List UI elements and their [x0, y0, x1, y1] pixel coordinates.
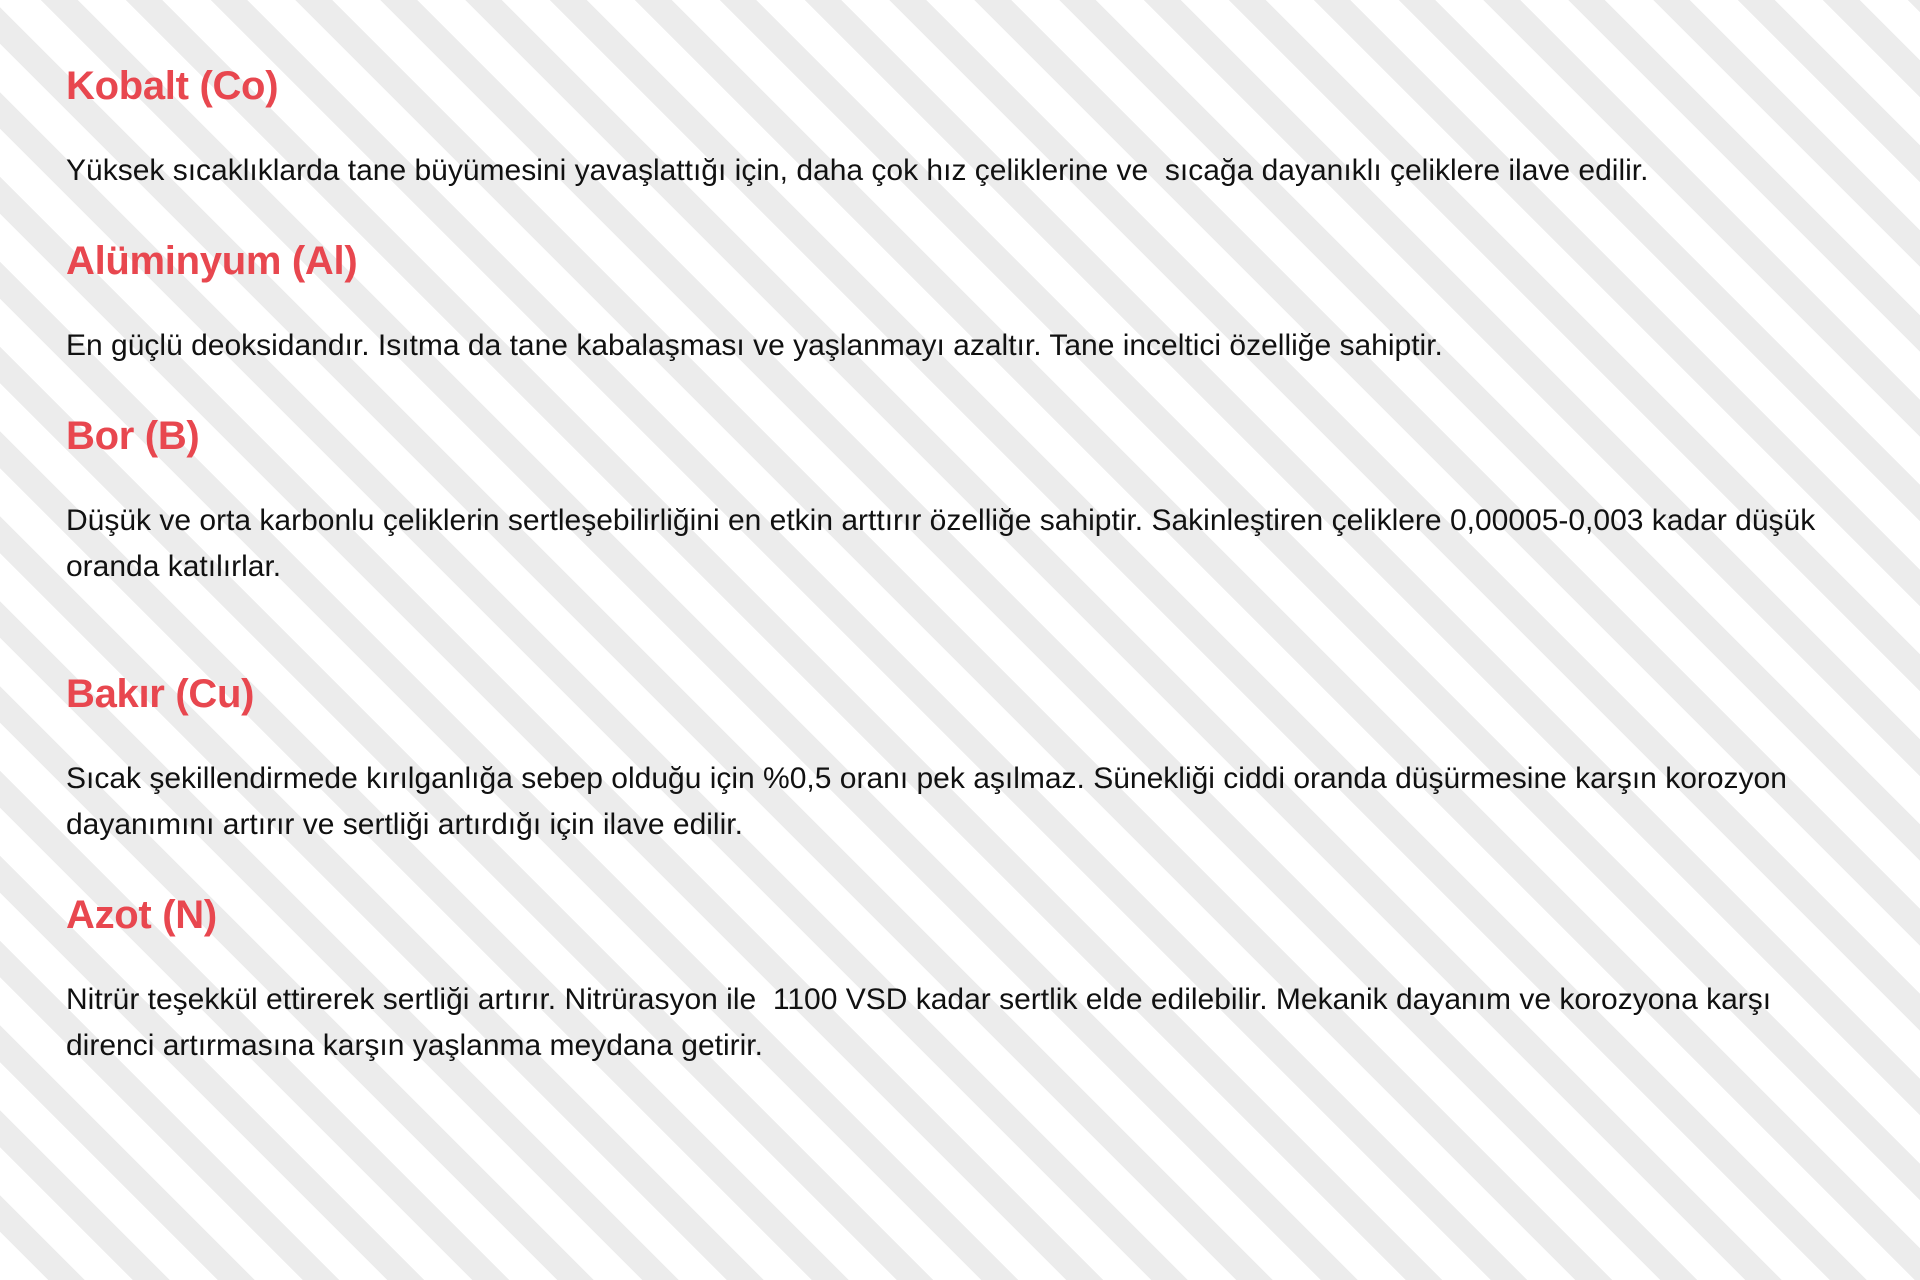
- section-body: Sıcak şekillendirmede kırılganlığa sebep olduğu için %0,5 oranı pek aşılmaz. Sünekliği ciddi oranda düşürmesine karşın korozyon dayanımını artırır ve sertliği artırdığı için ilave edilir.: [66, 762, 1796, 841]
- section-body: Düşük ve orta karbonlu çeliklerin sertleşebilirliğini en etkin arttırır özelliğe sahiptir. Sakinleştiren çeliklere 0,00005-0,003 kadar düşük oranda katılırlar.: [66, 504, 1824, 583]
- section-heading: Kobalt (Co): [66, 64, 279, 108]
- section-body: Nitrür teşekkül ettirerek sertliği artırır. Nitrürasyon ile 1100 VSD kadar sertlik elde edilebilir. Mekanik dayanım ve korozyona karşı direnci artırmasına karşın yaşlanma meydana getirir.: [66, 983, 1780, 1062]
- section-bakir: [66, 670, 1866, 848]
- section-heading: Bor (B): [66, 414, 200, 458]
- section-body: Yüksek sıcaklıklarda tane büyümesini yavaşlattığı için, daha çok hız çeliklerine ve sıcağa dayanıklı çeliklere ilave edilir.: [66, 154, 1649, 187]
- section-heading: Azot (N): [66, 893, 217, 937]
- section-kobalt: [66, 62, 1866, 194]
- section-body: En güçlü deoksidandır. Isıtma da tane kabalaşması ve yaşlanmayı azaltır. Tane inceltici özelliğe sahiptir.: [66, 329, 1443, 362]
- section-azot: [66, 891, 1866, 1069]
- section-aluminyum: [66, 237, 1866, 369]
- section-heading: Alüminyum (Al): [66, 239, 358, 283]
- section-bor: [66, 412, 1866, 590]
- section-heading: Bakır (Cu): [66, 672, 255, 716]
